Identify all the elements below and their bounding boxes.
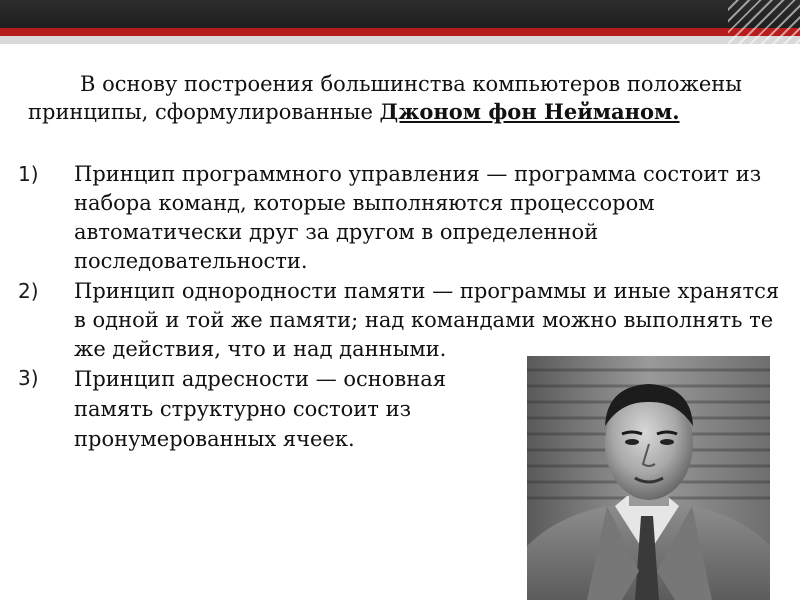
list-number: 3) — [18, 366, 39, 390]
intro-text: В основу построения большинства компьютеров положены принципы, сформулированные — [28, 72, 742, 124]
header-dark-bar — [0, 0, 800, 28]
list-item-text: Принцип однородности памяти — программы и иные хранятся в одной и той же памяти; над командами можно выполнять те же действия, что и над данными. — [74, 279, 780, 361]
header-red-stripe — [0, 28, 800, 36]
list-number: 1) — [18, 162, 39, 186]
header-grey-stripe — [0, 36, 800, 44]
header-corner-pattern — [728, 0, 800, 48]
portrait-photo — [527, 356, 770, 600]
von-neumann-name: Джоном фон Нейманом. — [379, 99, 680, 124]
list-number: 2) — [18, 279, 39, 303]
list-item-text: Принцип программного управления — программа состоит из набора команд, которые выполняются процессором автоматически друг за другом в определенной последовательности. — [74, 162, 762, 273]
intro-paragraph — [28, 70, 788, 126]
list-item-text: Принцип адресности — основная память структурно состоит из пронумерованных ячеек. — [74, 367, 447, 451]
